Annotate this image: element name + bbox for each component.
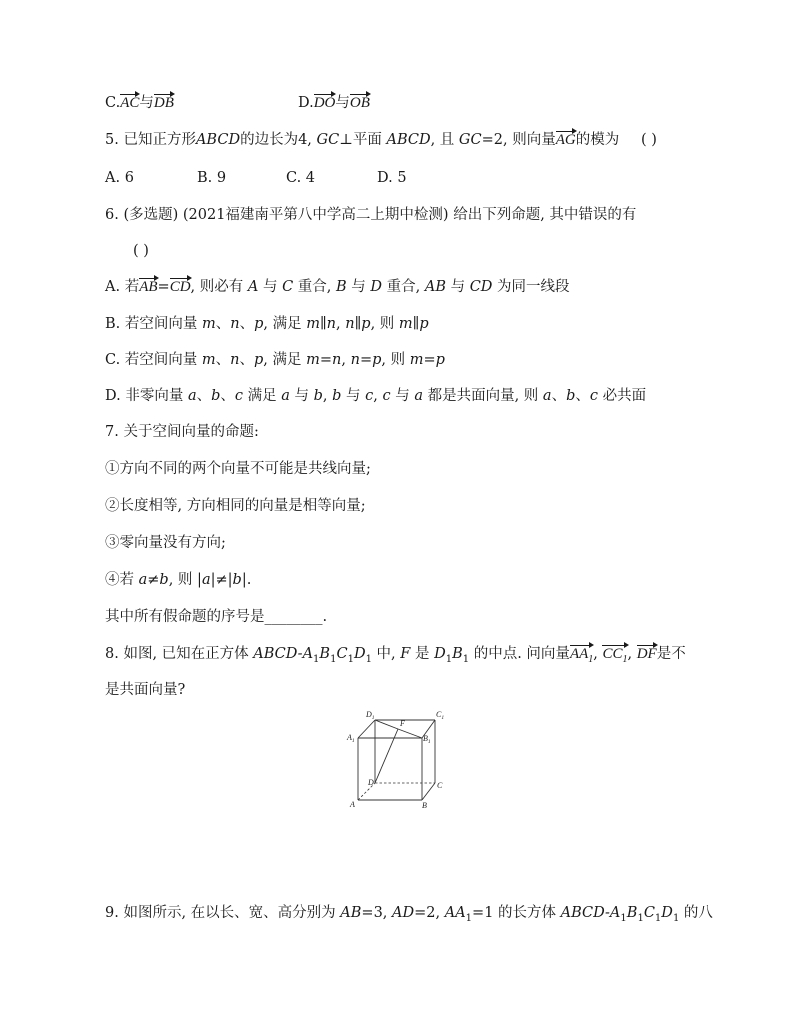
- question-7: 7. 关于空间向量的命题:: [105, 424, 259, 440]
- vector-ob: OB: [349, 95, 370, 111]
- vector-db: DB: [153, 95, 174, 111]
- segment-df: [375, 729, 398, 783]
- label-b1: $B_1$: [423, 734, 431, 745]
- vector-ab: AB: [139, 279, 158, 295]
- question-8: 8. 如图, 已知在正方体 ABCD-$A_1B_1C_1D_1$ 中, F 是 $D_1B_1$ 的中点. 问向量$AA_1$, $CC_1$, DF是不: [105, 644, 686, 670]
- option-c: C. 4: [286, 170, 316, 186]
- label-a: A: [350, 800, 355, 809]
- edge-bc: [422, 783, 435, 800]
- vector-cd: CD: [169, 279, 191, 295]
- label-c1: $C_1$: [436, 710, 445, 721]
- question-7-answer: 其中所有假命题的序号是________.: [105, 609, 328, 625]
- question-6-option-b: B. 若空间向量 m、n、p, 满足 m∥n, n∥p, 则 m∥p: [105, 316, 429, 332]
- proposition-4: ④若 a≠b, 则 |a|≠|b|.: [105, 572, 252, 588]
- question-5: 5. 已知正方形ABCD的边长为4, GC⊥平面 ABCD, 且 GC=2, 则向量AG的模为 ( ): [105, 132, 657, 148]
- question-5-options: [105, 168, 407, 188]
- edge-fb1: [398, 729, 422, 738]
- label-d1: $D_1$: [366, 710, 375, 721]
- proposition-3: ③零向量没有方向;: [105, 535, 226, 551]
- vector-ac: AC: [120, 95, 140, 111]
- proposition-2: ②长度相等, 方向相同的向量是相等向量;: [105, 498, 366, 514]
- question-6: 6. (多选题) (2021福建南平第八中学高二上期中检测) 给出下列命题, 其中错误的有: [105, 207, 637, 223]
- question-6-option-c: C. 若空间向量 m、n、p, 满足 m=n, n=p, 则 m=p: [105, 352, 445, 368]
- cube-figure: [340, 708, 460, 813]
- option-b: B. 9: [197, 170, 227, 186]
- edge-d1f: [375, 720, 398, 729]
- label-c: C: [437, 781, 443, 790]
- label-d: D: [368, 778, 374, 787]
- label-a1: $A_1$: [347, 733, 355, 744]
- vector-do: DO: [313, 95, 336, 111]
- question-9: 9. 如图所示, 在以长、宽、高分别为 AB=3, AD=2, $AA_1=1$ 的长方体 ABCD-$A_1B_1C_1D_1$ 的八: [105, 905, 713, 924]
- vector-cc1: $CC_1$: [602, 644, 627, 670]
- option-d: D. 5: [377, 170, 407, 186]
- option-line-c-d: C.AC与DB D.DO与OB: [105, 95, 370, 111]
- vector-df: DF: [636, 646, 657, 662]
- proposition-1: ①方向不同的两个向量不可能是共线向量;: [105, 461, 371, 477]
- option-a: A. 6: [105, 170, 134, 186]
- question-8-continued: 是共面向量?: [105, 682, 186, 698]
- vector-ag: AG: [555, 132, 576, 148]
- answer-blank[interactable]: ________: [264, 609, 323, 625]
- label-b: B: [422, 801, 427, 810]
- answer-paren: ( ): [641, 132, 657, 148]
- vector-aa1: $AA_1$: [570, 644, 593, 670]
- label-f: F: [400, 719, 405, 728]
- question-6-option-a: A. 若AB=CD, 则必有 A 与 C 重合, B 与 D 重合, AB 与 CD 为同一线段: [105, 279, 570, 295]
- answer-paren: ( ): [133, 243, 149, 259]
- edge-a1d1: [358, 720, 375, 738]
- question-6-option-d: D. 非零向量 a、b、c 满足 a 与 b, b 与 c, c 与 a 都是共面向量, 则 a、b、c 必共面: [105, 388, 647, 404]
